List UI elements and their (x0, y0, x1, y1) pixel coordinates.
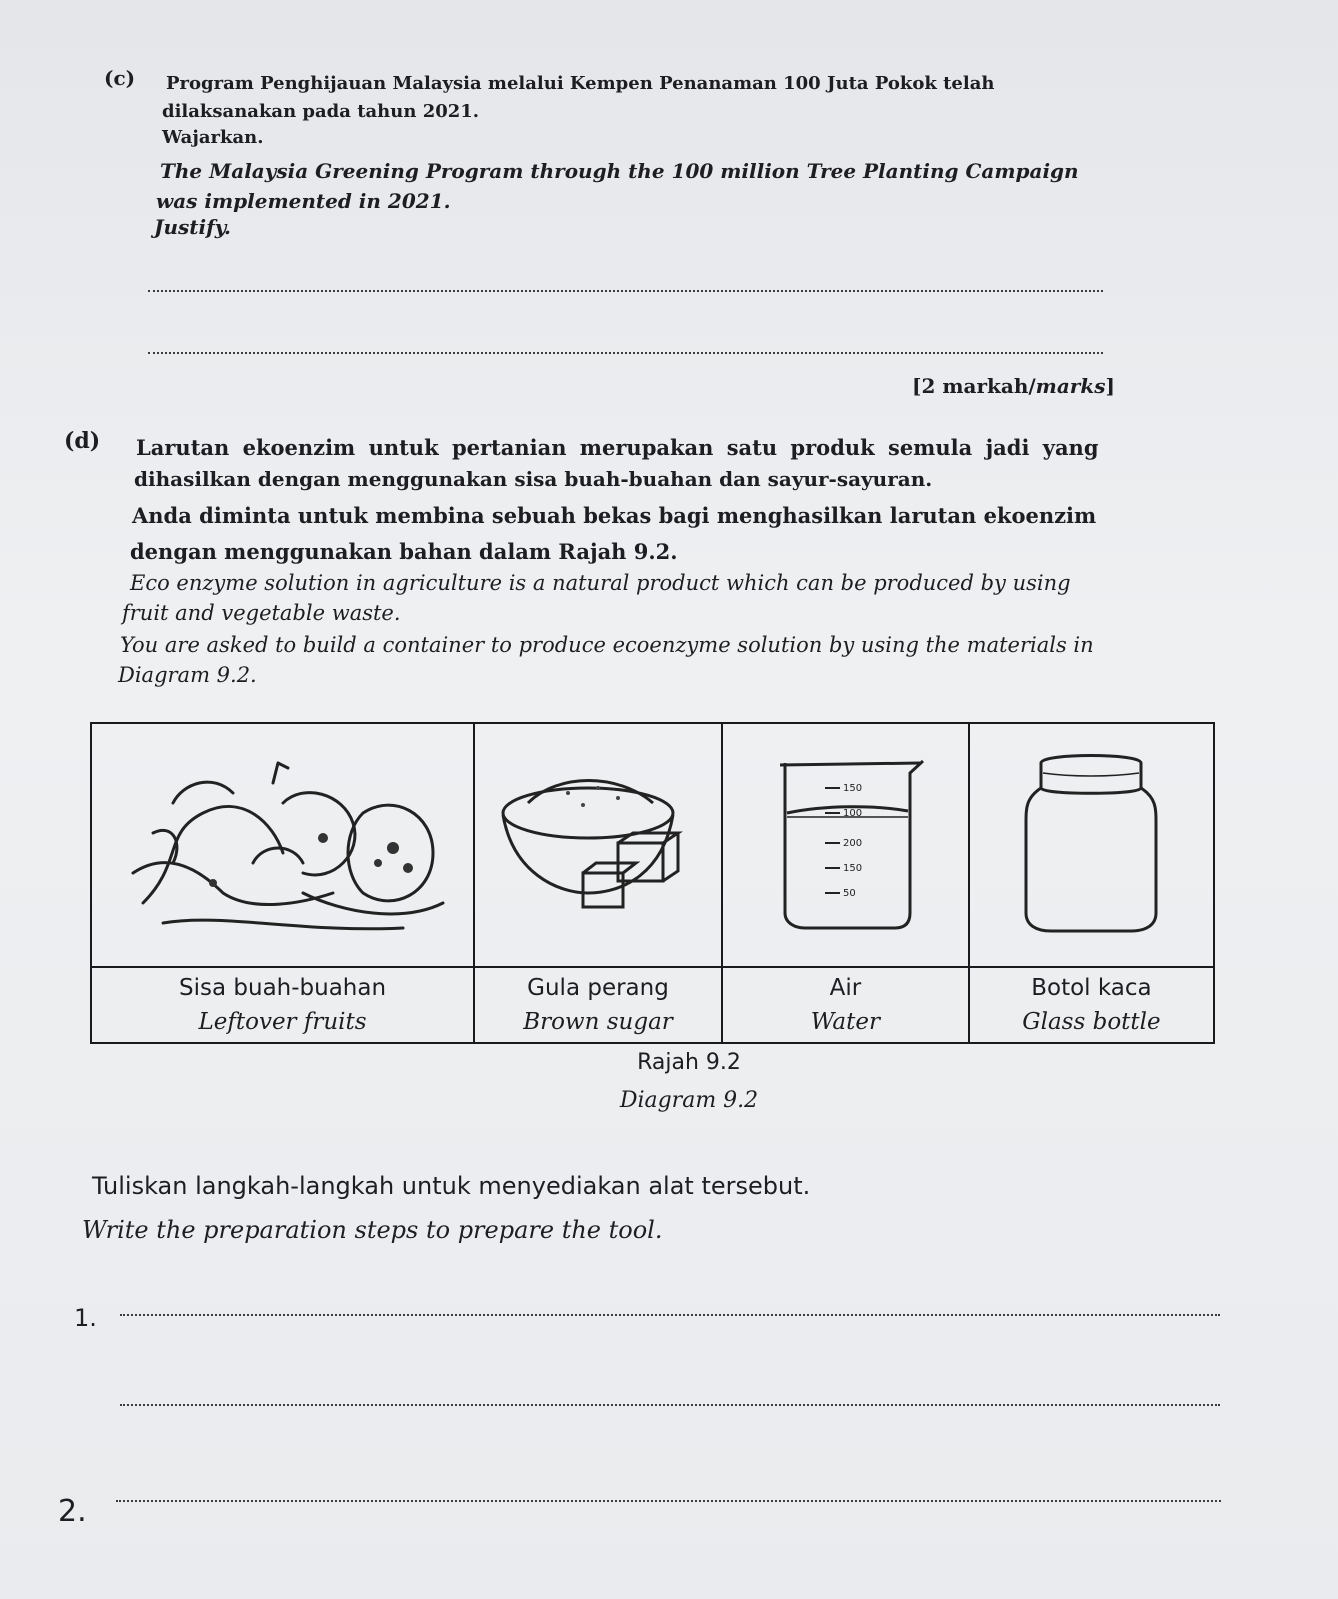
part-d-english-line3: You are asked to build a container to produce ecoenzyme solution by using the materials in (120, 633, 1094, 657)
diagram-caption-english: Diagram 9.2 (619, 1088, 759, 1113)
answer-line-c2[interactable] (148, 352, 1103, 354)
steps-instruction-malay: Tuliskan langkah-langkah untuk menyediakan alat tersebut. (92, 1172, 811, 1200)
diagram-caption-malay: Rajah 9.2 (637, 1050, 741, 1075)
brown-sugar-english: Brown sugar (523, 1009, 673, 1035)
beaker-mark-4: 150 (843, 863, 863, 874)
part-d-malay-line4: dengan menggunakan bahan dalam Rajah 9.2. (130, 539, 678, 564)
beaker-mark-5: 50 (843, 888, 857, 899)
part-c-english-line1: The Malaysia Greening Program through the 100 million Tree Planting Campaign (160, 159, 1079, 183)
water-cell (722, 723, 969, 967)
beaker-mark-2: 100 (843, 808, 863, 819)
part-c-malay-line2: dilaksanakan pada tahun 2021. (162, 101, 480, 122)
step-2-number: 2. (58, 1494, 87, 1529)
water-malay: Air (829, 975, 862, 1001)
water-caption (722, 967, 969, 1043)
beaker-mark-3: 200 (843, 838, 863, 849)
glass-jar-icon (1011, 743, 1171, 943)
part-c-english-line3: Justify. (154, 215, 231, 239)
part-d-english-line2: fruit and vegetable waste. (122, 601, 401, 625)
glass-bottle-malay: Botol kaca (1031, 975, 1152, 1001)
leftover-fruits-icon (103, 743, 463, 943)
answer-line-step1-a[interactable] (120, 1314, 1220, 1316)
part-d-label: (d) (64, 428, 101, 454)
water-english: Water (810, 1009, 880, 1035)
part-c-malay-line3: Wajarkan. (162, 127, 264, 148)
part-d-malay-line2: dihasilkan dengan menggunakan sisa buah-buahan dan sayur-sayuran. (134, 467, 933, 491)
leftover-fruits-malay: Sisa buah-buahan (179, 975, 387, 1001)
leftover-fruits-english: Leftover fruits (198, 1009, 367, 1035)
part-d-malay-line3: Anda diminta untuk membina sebuah bekas bagi menghasilkan larutan ekoenzim (132, 503, 1097, 528)
leftover-fruits-cell (91, 723, 474, 967)
answer-line-step2[interactable] (116, 1500, 1221, 1502)
glass-bottle-english: Glass bottle (1022, 1009, 1161, 1035)
brown-sugar-cell (474, 723, 722, 967)
brown-sugar-bowl-icon (488, 743, 708, 943)
steps-instruction-english: Write the preparation steps to prepare the tool. (82, 1216, 663, 1244)
part-c-marks: [2 markah/marks] (912, 374, 1115, 398)
part-c-english-line2: was implemented in 2021. (156, 189, 451, 213)
glass-bottle-caption (969, 967, 1214, 1043)
part-d-english-line1: Eco enzyme solution in agriculture is a natural product which can be produced by using (130, 571, 1071, 595)
step-1-number: 1. (74, 1304, 97, 1332)
answer-line-c1[interactable] (148, 290, 1103, 292)
answer-line-step1-b[interactable] (120, 1404, 1220, 1406)
part-d-malay-line1: Larutan ekoenzim untuk pertanian merupakan satu produk semula jadi yang (136, 435, 1099, 460)
beaker-mark-1: 150 (843, 783, 863, 794)
brown-sugar-malay: Gula perang (527, 975, 669, 1001)
part-c-label: (c) (104, 66, 136, 90)
leftover-fruits-caption (91, 967, 474, 1043)
beaker-water-icon (745, 743, 945, 943)
diagram-materials-table (90, 722, 1215, 1044)
part-d-english-line4: Diagram 9.2. (118, 663, 257, 687)
glass-bottle-cell (969, 723, 1214, 967)
brown-sugar-caption (474, 967, 722, 1043)
part-c-malay-line1: Program Penghijauan Malaysia melalui Kempen Penanaman 100 Juta Pokok telah (166, 73, 995, 94)
